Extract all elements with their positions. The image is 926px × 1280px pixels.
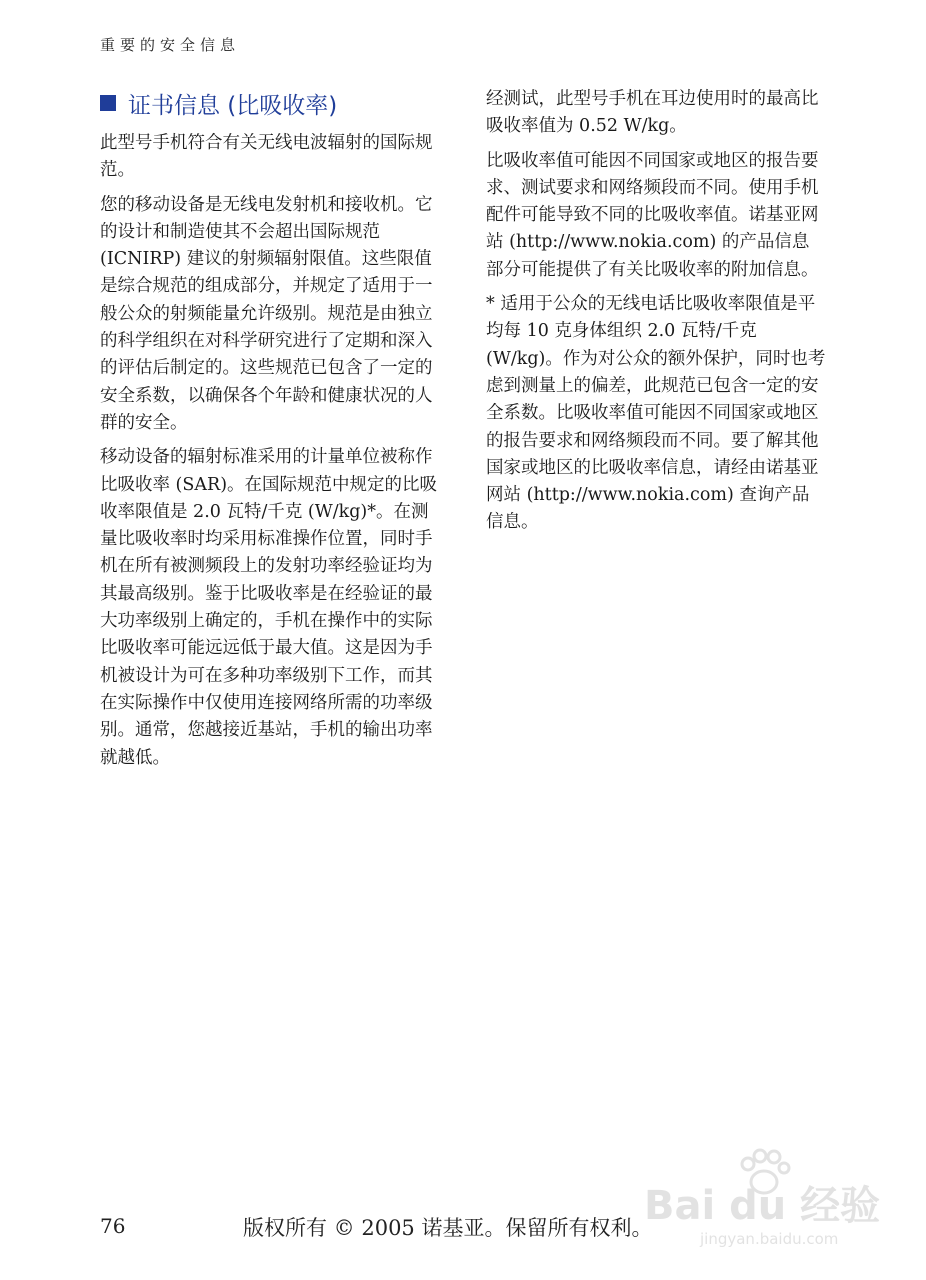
square-bullet-icon bbox=[100, 95, 116, 111]
section-title-row bbox=[100, 86, 440, 120]
paragraph-sar-variation: 比吸收率值可能因不同国家或地区的报告要求、测试要求和网络频段而不同。使用手机配件可能导致不同的比吸收率值。诺基亚网站 (http://www.nokia.com) 的产品信息部分可能提供了有关比吸收率的附加信息。 bbox=[486, 150, 819, 280]
running-header: 重要的安全信息 bbox=[100, 36, 241, 54]
section-title: 证书信息 (比吸收率) bbox=[128, 92, 338, 119]
paragraph-compliance: 此型号手机符合有关无线电波辐射的国际规范。 bbox=[100, 133, 433, 181]
watermark-url: jingyan.baidu.com bbox=[700, 1230, 839, 1248]
watermark-brand: Bai du 经验 bbox=[644, 1183, 881, 1229]
paragraph-sar-standard: 移动设备的辐射标准采用的计量单位被称作比吸收率 (SAR)。在国际规范中规定的比吸收率限值是 2.0 瓦特/千克 (W/kg)*。在测量比吸收率时均采用标准操作位置，同时手机在所有被测频段上的发射功率经验证均为其最高级别。鉴于比吸收率是在经验证的最大功率级别上确定的，手机在操作中的实际比吸收率可能远远低于最大值。这是因为手机被设计为可在多种功率级别下工作，而其在实际操作中仅使用连接网络所需的功率级别。通常，您越接近基站，手机的输出功率就越低。 bbox=[100, 447, 438, 768]
copyright-notice: 版权所有 © 2005 诺基亚。保留所有权利。 bbox=[243, 1216, 653, 1240]
left-column bbox=[100, 86, 440, 779]
right-column bbox=[486, 86, 826, 544]
baidu-watermark bbox=[644, 1148, 881, 1248]
paragraph-test-result: 经测试，此型号手机在耳边使用时的最高比吸收率值为 0.52 W/kg。 bbox=[486, 89, 819, 137]
paragraph-footnote: * 适用于公众的无线电话比吸收率限值是平均每 10 克身体组织 2.0 瓦特/千克 (W/kg)。作为对公众的额外保护，同时也考虑到测量上的偏差，此规范已包含一定的安全系数。比吸收率值可能因不同国家或地区的报告要求和网络频段而不同。要了解其他国家或地区的比吸收率信息，请经由诺基亚网站 (http://www.nokia.com) 查询产品信息。 bbox=[486, 294, 826, 533]
page-number: 76 bbox=[100, 1214, 126, 1238]
paragraph-device-design: 您的移动设备是无线电发射机和接收机。它的设计和制造使其不会超出国际规范 (ICNIRP) 建议的射频辐射限值。这些限值是综合规范的组成部分，并规定了适用于一般公众的射频能量允许级别。规范是由独立的科学组织在对科学研究进行了定期和深入的评估后制定的。这些规范已包含了一定的安全系数，以确保各个年龄和健康状况的人群的安全。 bbox=[100, 194, 433, 433]
